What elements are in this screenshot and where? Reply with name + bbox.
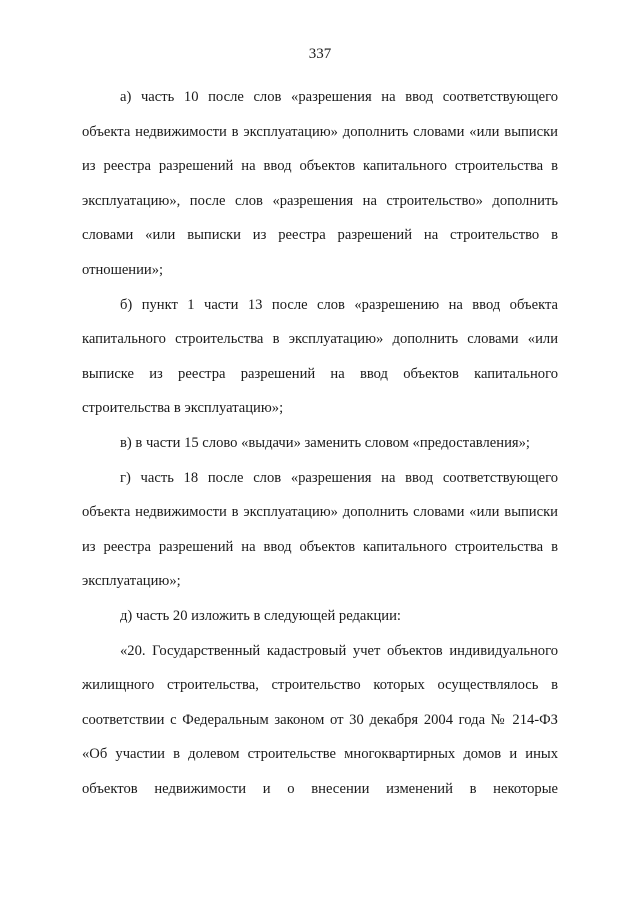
- document-body: [82, 80, 558, 806]
- paragraph-part-20: «20. Государственный кадастровый учет объектов индивидуального жилищного строительства, строительство которых осуществлялось в соответствии с Федеральным законом от 30 декабря 2004 года № 214-ФЗ «Об участии в долевом строительстве многоквартирных домов и иных объектов недвижимости и о внесении изменений в некоторые: [82, 642, 558, 797]
- paragraph-b: б) пункт 1 части 13 после слов «разрешению на ввод объекта капитального строительства в эксплуатацию» дополнить словами «или выписке из реестра разрешений на ввод объектов капитального строительства в эксплуатацию»;: [82, 296, 558, 417]
- paragraph-v: в) в части 15 слово «выдачи» заменить словом «предоставления»;: [120, 434, 530, 451]
- page-number: 337: [308, 46, 332, 62]
- paragraph-a: а) часть 10 после слов «разрешения на ввод соответствующего объекта недвижимости в эксплуатацию» дополнить словами «или выписки из реестра разрешений на ввод объектов капитального строительства в эксплуатацию», после слов «разрешения на строительство» дополнить словами «или выписки из реестра разрешений на строительство в отношении»;: [82, 89, 558, 278]
- paragraph-d: д) часть 20 изложить в следующей редакции:: [120, 607, 401, 624]
- paragraph-g: г) часть 18 после слов «разрешения на ввод соответствующего объекта недвижимости в эксплуатацию» дополнить словами «или выписки из реестра разрешений на ввод объектов капитального строительства в эксплуатацию»;: [82, 469, 558, 590]
